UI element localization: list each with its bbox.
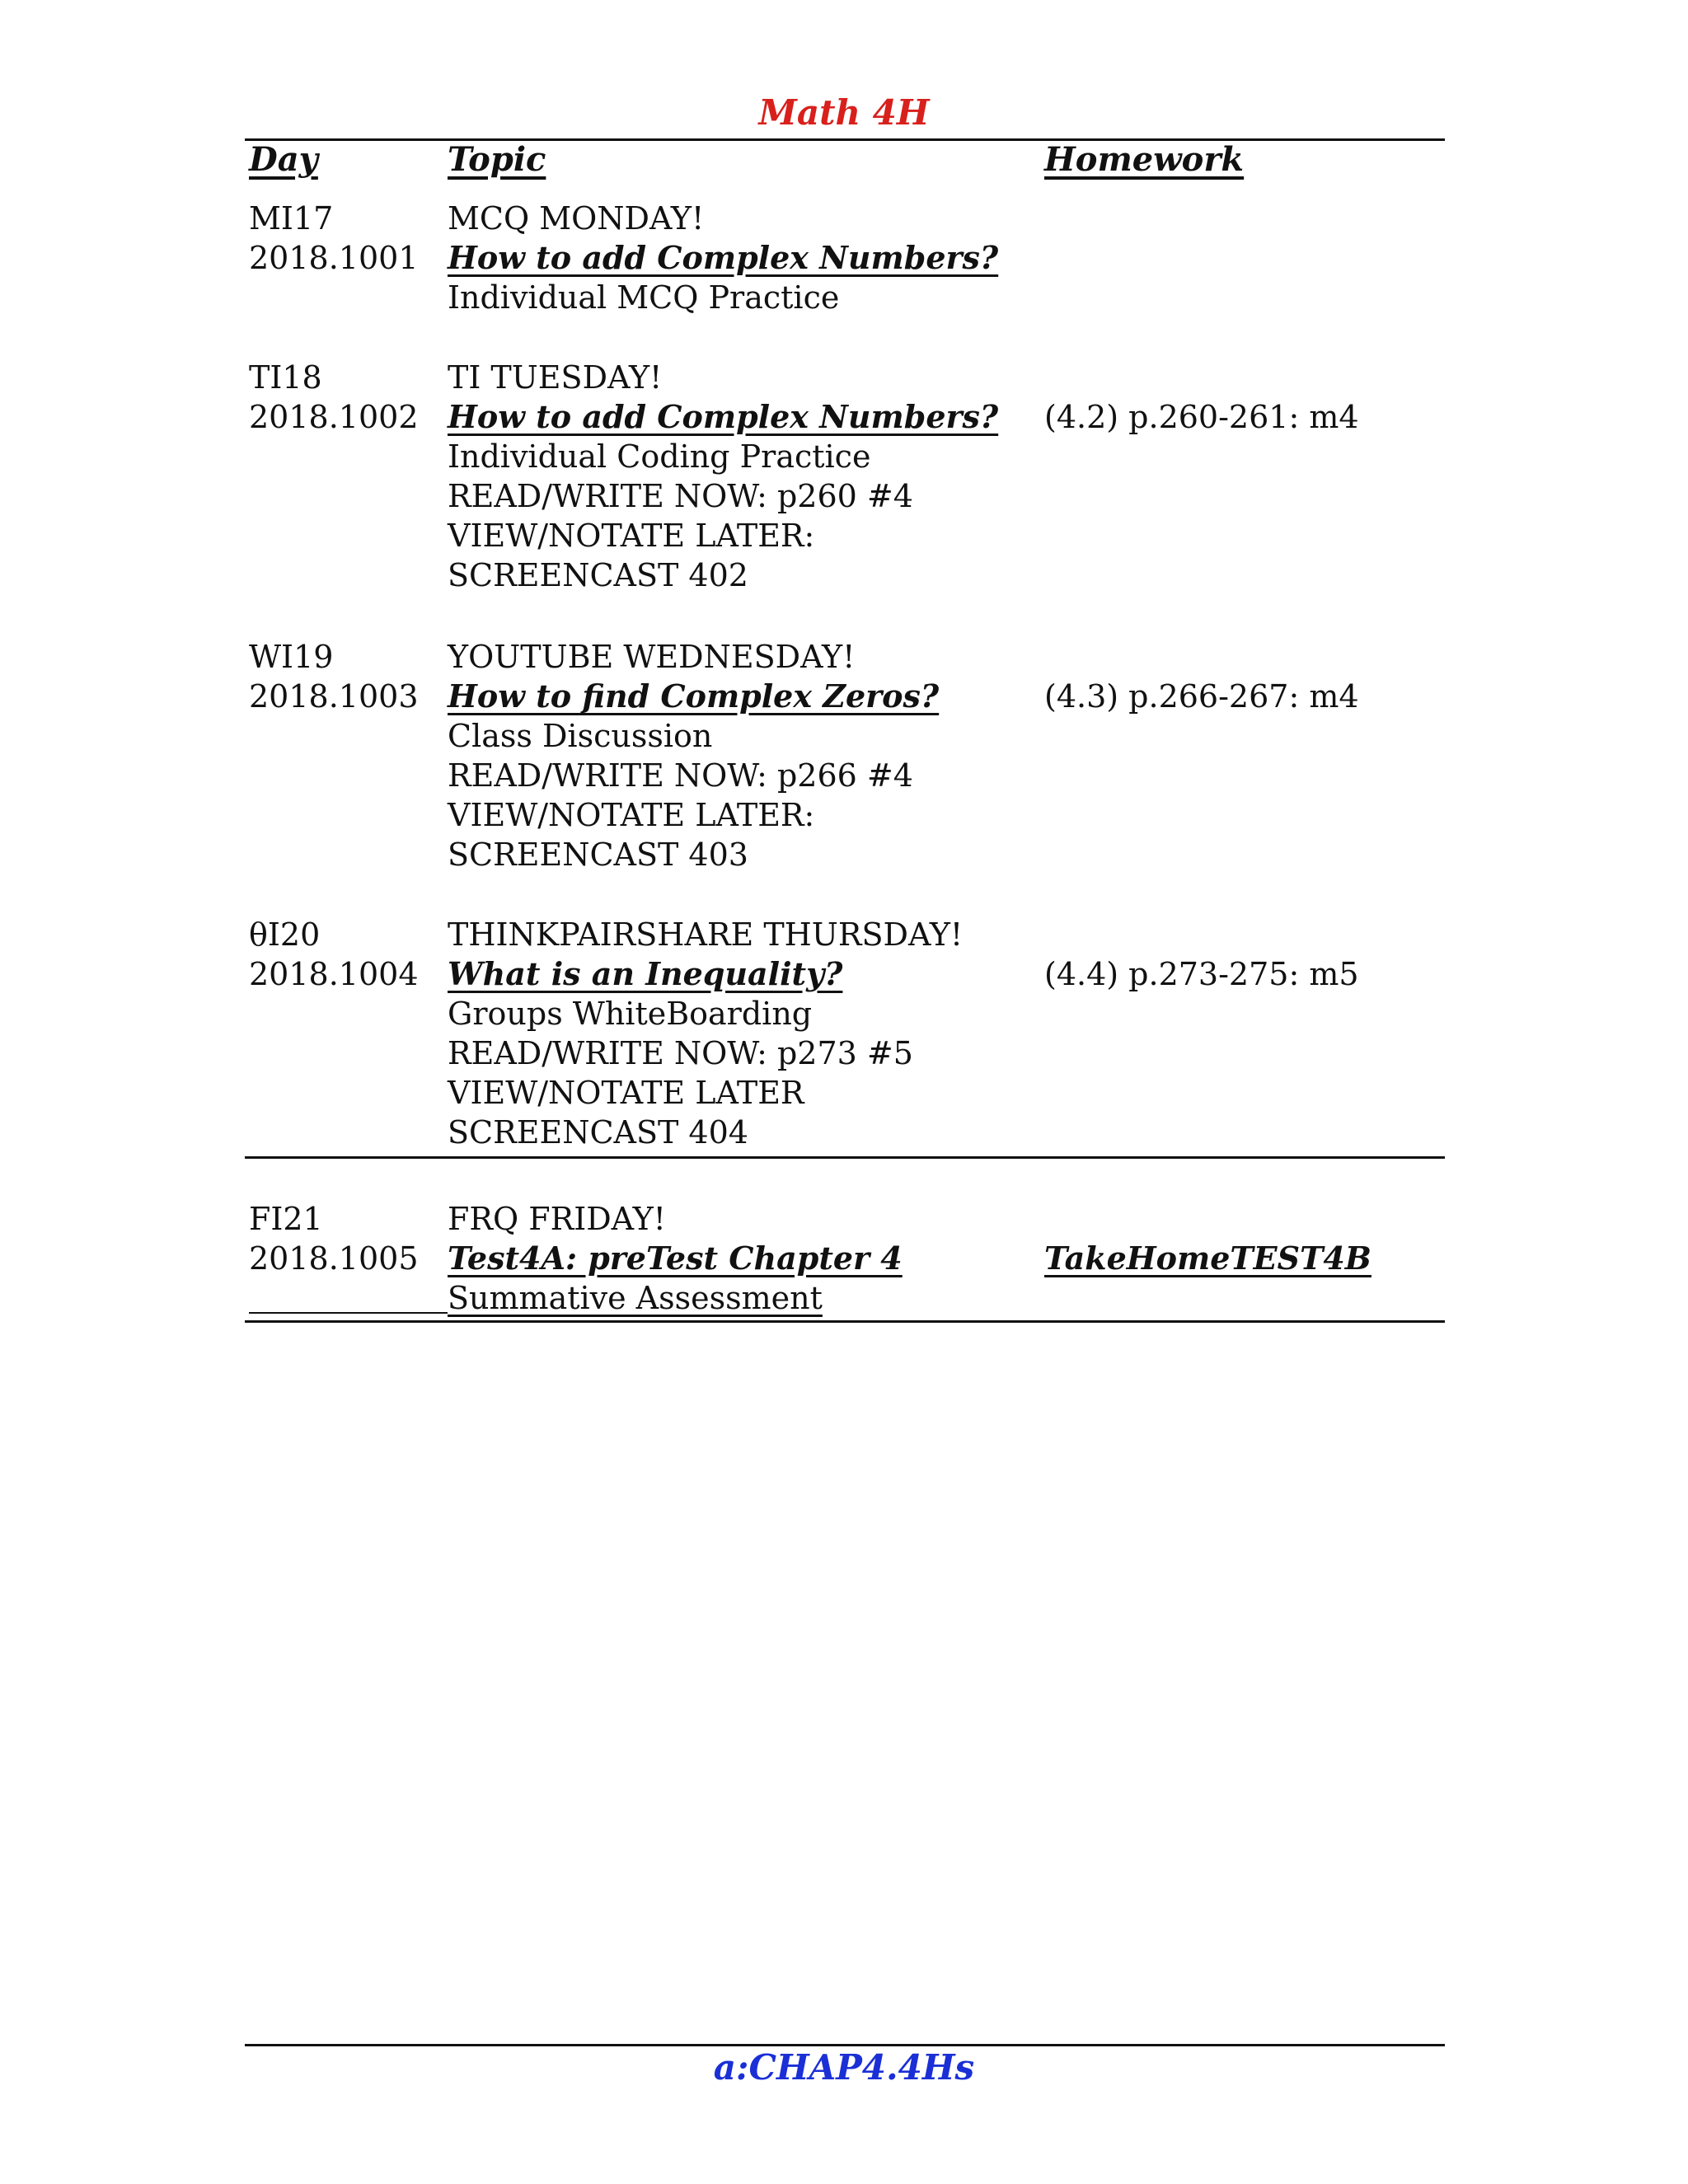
header-day: Day [249,140,318,179]
topic-activity: Individual MCQ Practice [448,279,840,316]
homework-text: (4.2) p.260-261: m4 [1044,399,1359,435]
topic-activity: Individual Coding Practice [448,438,871,475]
day-cell [249,199,419,278]
topic-read-write: READ/WRITE NOW: p273 #5 [448,1035,913,1071]
day-cell [249,915,419,994]
day-date: 2018.1002 [249,399,419,435]
topic-screencast: SCREENCAST 402 [448,557,748,593]
day-date: 2018.1004 [249,956,419,992]
topic-day-theme: THINKPAIRSHARE THURSDAY! [448,916,964,953]
homework-cell [1044,954,1359,994]
bottom-rule [245,1320,1445,1323]
day-cell [249,1199,419,1278]
topic-day-theme: FRQ FRIDAY! [448,1201,666,1237]
topic-title: How to add Complex Numbers? [448,398,999,435]
topic-read-write: READ/WRITE NOW: p266 #4 [448,757,913,794]
homework-cell [1044,677,1359,716]
homework-text: TakeHomeTEST4B [1044,1240,1372,1277]
topic-title: Test4A: preTest Chapter 4 [448,1240,903,1277]
header-homework: Homework [1044,140,1245,179]
topic-day-theme: MCQ MONDAY! [448,200,705,237]
topic-title: How to add Complex Numbers? [448,239,999,276]
footer-code: a:CHAP4.4Hs [713,2047,975,2088]
topic-activity: Class Discussion [448,718,713,754]
homework-text: (4.3) p.266-267: m4 [1044,678,1359,715]
day-code: MI17 [249,200,334,237]
header-topic: Topic [448,140,546,179]
day-code: WI19 [249,639,334,675]
topic-day-theme: TI TUESDAY! [448,359,663,396]
topic-activity: Summative Assessment [448,1280,823,1316]
topic-screencast: SCREENCAST 404 [448,1114,748,1151]
topic-cell [448,915,963,1152]
footer-rule [245,2044,1445,2046]
topic-cell [448,358,998,595]
day-cell [249,358,419,437]
topic-activity: Groups WhiteBoarding [448,996,813,1032]
topic-view-notate: VIEW/NOTATE LATER [448,1075,804,1111]
homework-cell [1044,1239,1372,1278]
day-code: TI18 [249,359,322,396]
day-date: 2018.1005 [249,1240,419,1277]
topic-view-notate: VIEW/NOTATE LATER: [448,518,815,554]
section-divider [245,1156,1445,1159]
topic-read-write: READ/WRITE NOW: p260 #4 [448,478,913,514]
homework-cell [1044,397,1359,437]
header-rule [245,138,1445,141]
topic-cell [448,199,998,317]
topic-title: What is an Inequality? [448,955,843,992]
day-date: 2018.1001 [249,240,419,276]
day-cell [249,637,419,716]
topic-title: How to find Complex Zeros? [448,677,940,715]
day-code: FI21 [249,1201,323,1237]
topic-day-theme: YOUTUBE WEDNESDAY! [448,639,856,675]
page-title: Math 4H [758,92,930,133]
day-code: θI20 [249,916,321,953]
signature-line [249,1312,448,1314]
topic-view-notate: VIEW/NOTATE LATER: [448,797,815,833]
homework-text: (4.4) p.273-275: m5 [1044,956,1359,992]
topic-cell [448,637,939,874]
topic-screencast: SCREENCAST 403 [448,837,748,873]
day-date: 2018.1003 [249,678,419,715]
topic-cell [448,1199,1025,1318]
